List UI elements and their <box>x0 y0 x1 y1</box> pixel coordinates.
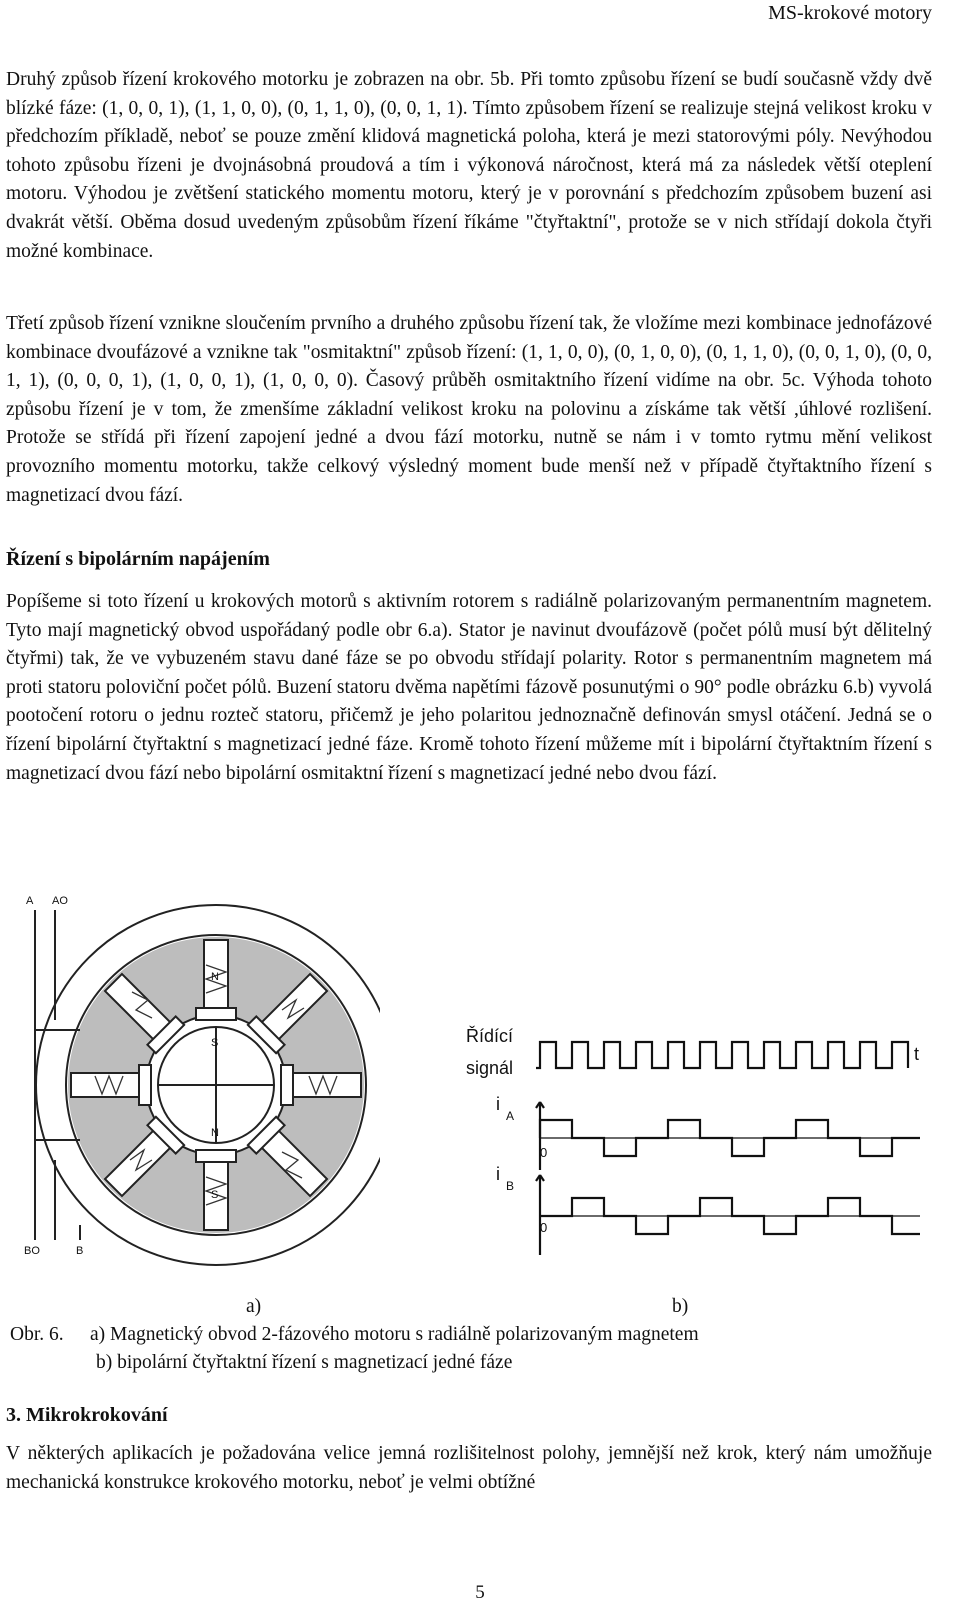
current-a-subscript: A <box>506 1109 515 1123</box>
figure-caption-prefix: Obr. 6. <box>10 1324 64 1345</box>
wire-label-b: B <box>76 1245 84 1257</box>
wire-label-a: A <box>26 895 34 907</box>
control-signal-label-line2: signál <box>466 1058 514 1078</box>
rotor-label-s-top: S <box>211 1037 219 1049</box>
wire-label-b0: BO <box>24 1245 40 1257</box>
running-header: MS-krokové motory <box>768 2 932 24</box>
current-b-zero: 0 <box>540 1220 548 1235</box>
figure-label-b: b) <box>672 1296 689 1317</box>
paragraph-eight-step-control: Třetí způsob řízení vznikne sloučením prvního a druhého způsobu řízení tak, že vložíme mezi kombinace jednofázové kombinace dvoufázové a vznikne tak "osmitaktní" způsob řízení: (1, 1, 0, 0), (0, 1, 0, 0), (0, 1, 1, 0), (0, 0, 1, 0), (0, 0, 1, 1), (0, 0, 0, 1), (1, 0, 0, 1), (1, 0, 0, 0). Časový průběh osmitaktního řízení vidíme na obr. 5c. Výhoda tohoto způsobu řízení je v tom, že zmenšíme základní velikost kroku na polovinu a získáme tak větší ,úhlové rozlišení. Protože se střídá při řízení zapojení jedné a dvou fází motorku, nutně se nám i v tomto rytmu mění velikost provozního momentu motorku, takže celkový výsledný moment bude menší než v případě čtyřtaktního řízení s magnetizací dvou fází. <box>6 313 932 506</box>
current-b-subscript: B <box>506 1179 515 1193</box>
heading-bipolar-control: Řízení s bipolárním napájením <box>6 548 270 570</box>
motor-magnetic-circuit-figure <box>20 880 380 1280</box>
time-axis-label: t <box>914 1044 920 1064</box>
pole-label-s: S <box>211 1189 219 1201</box>
current-a-label: i <box>496 1094 500 1114</box>
current-b-label: i <box>496 1164 500 1184</box>
page-number: 5 <box>475 1582 485 1603</box>
paragraph-microstepping: V některých aplikacích je požadována velice jemná rozlišitelnost polohy, jemnější než krok, který nám umožňuje mechanická konstrukce krokového motorku, neboť je velmi obtížné <box>6 1443 932 1493</box>
wire-label-a0: AO <box>52 895 68 907</box>
figure-label-a: a) <box>246 1296 262 1317</box>
heading-microstepping: 3. Mikrokrokování <box>6 1404 168 1426</box>
control-waveforms-figure <box>460 1020 940 1270</box>
paragraph-two-phase-control: Druhý způsob řízení krokového motorku je zobrazen na obr. 5b. Při tomto způsobu řízení se budí současně vždy dvě blízké fáze: (1, 0, 0, 1), (1, 1, 0, 0), (0, 1, 1, 0), (0, 0, 1, 1). Tímto způsobem řízení se realizuje stejná velikost kroku v předchozím příkladě, neboť se pouze změní klidová magnetická poloha, která je mezi statorovými póly. Nevýhodou tohoto způsobu řízeni je dvojnásobná proudová a tím i výkonová náročnost, která má za následek větší oteplení motoru. Výhodou je zvětšení statického momentu motoru, který je v porovnání s předchozím způsobem buzení asi dvakrát větší. Oběma dosud uvedeným způsobům řízení říkáme "čtyřtaktní", protože se v nich střídají dokola čtyři možné kombinace. <box>6 69 932 262</box>
rotor-label-n-bottom: N <box>211 1127 219 1139</box>
control-signal-label-line1: Řídící <box>466 1026 514 1046</box>
pole-label-n: N <box>211 971 219 983</box>
paragraph-bipolar-description: Popíšeme si toto řízení u krokových motorů s aktivním rotorem s radiálně polarizovaným permanentním magnetem. Tyto mají magnetický obvod uspořádaný podle obr 6.a). Stator je navinut dvoufázově (počet pólů musí být dělitelný čtyřmi) tak, že ve vybuzeném stavu dané fáze se po obvodu střídají polarity. Rotor s permanentním magnetem má proti statoru poloviční počet pólů. Buzení statoru dvěma napětími fázově posunutými o 90° podle obrázku 6.b) vyvolá pootočení rotoru o jednu rozteč statoru, přičemž je jeho polaritou jednoznačně definován smysl otáčení. Jedná se o řízení bipolární čtyřtaktní s magnetizací jedné fáze. Kromě tohoto řízení můžeme mít i bipolární čtyřtaktním řízení s magnetizací dvou fází nebo bipolární osmitaktní řízení s magnetizací jedné nebo dvou fází. <box>6 591 932 784</box>
figure-caption-line2: b) bipolární čtyřtaktní řízení s magnetizací jedné fáze <box>96 1352 513 1373</box>
figure-caption-line1: a) Magnetický obvod 2-fázového motoru s radiálně polarizovaným magnetem <box>90 1324 699 1345</box>
current-a-zero: 0 <box>540 1145 548 1160</box>
control-signal-waveform <box>536 1042 908 1068</box>
